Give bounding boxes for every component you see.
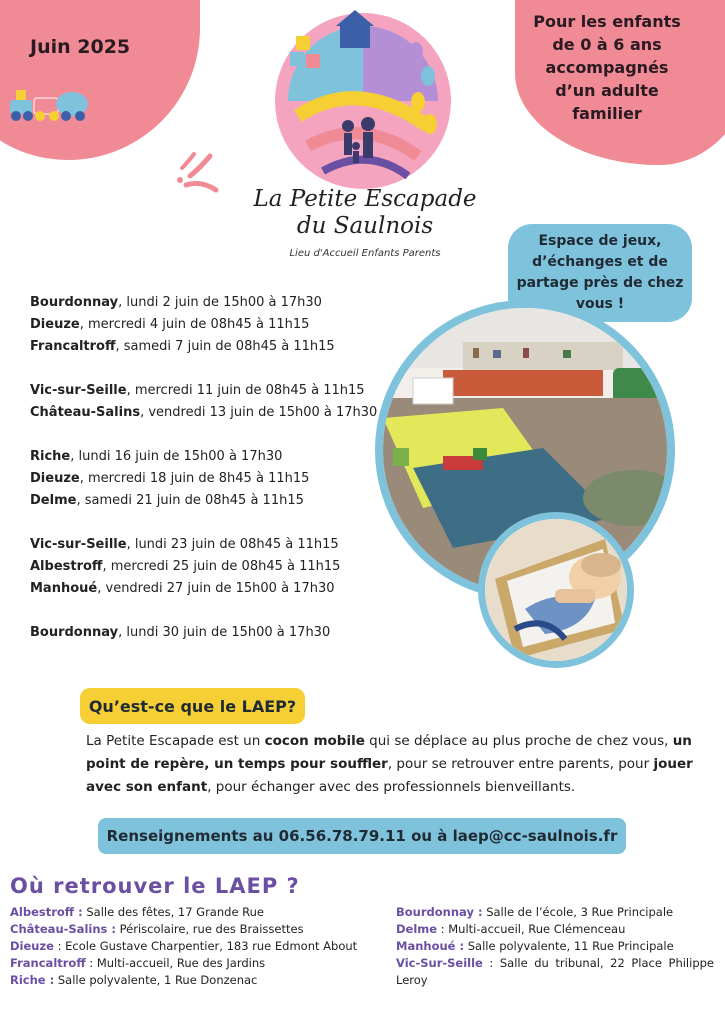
age-range-text: Pour les enfants de 0 à 6 ans accompagnés d’un adulte familier xyxy=(533,12,681,123)
pink-blob-top-left xyxy=(0,0,200,160)
schedule-item: Vic-sur-Seille, mercredi 11 juin de 08h45 à 11h15 xyxy=(30,383,365,398)
schedule-item: Bourdonnay, lundi 30 juin de 15h00 à 17h30 xyxy=(30,625,331,640)
locations-right-column xyxy=(396,904,714,989)
schedule-item: Château-Salins, vendredi 13 juin de 15h00 à 17h30 xyxy=(30,405,378,420)
child-painting-photo xyxy=(478,512,634,668)
location-item: Riche : Salle polyvalente, 1 Rue Donzenac xyxy=(10,973,258,987)
location-item: Vic-Sur-Seille : Salle du tribunal, 22 Place Philippe Leroy xyxy=(396,956,714,987)
locations-title: Où retrouver le LAEP ? xyxy=(10,874,300,898)
schedule-spacer xyxy=(30,424,380,446)
location-item: Château-Salins : Périscolaire, rue des Braissettes xyxy=(10,922,304,936)
month-label: Juin 2025 xyxy=(30,36,131,58)
location-item: Albestroff : Salle des fêtes, 17 Grande Rue xyxy=(10,905,265,919)
schedule-item: Bourdonnay, lundi 2 juin de 15h00 à 17h30 xyxy=(30,295,322,310)
schedule-spacer xyxy=(30,358,380,380)
logo-emblem xyxy=(268,6,458,196)
location-item: Francaltroff : Multi-accueil, Rue des Jardins xyxy=(10,956,266,970)
splash-decoration-icon xyxy=(176,150,226,200)
schedule-list xyxy=(30,292,380,644)
schedule-item: Albestroff, mercredi 25 juin de 08h45 à 11h15 xyxy=(30,559,341,574)
logo-subtitle: Lieu d'Accueil Enfants Parents xyxy=(289,248,441,259)
schedule-item: Dieuze, mercredi 18 juin de 8h45 à 11h15 xyxy=(30,471,310,486)
logo-title: La Petite Escapade du Saulnois xyxy=(253,186,477,239)
schedule-item: Francaltroff, samedi 7 juin de 08h45 à 11h15 xyxy=(30,339,335,354)
laep-description: La Petite Escapade est un cocon mobile qui se déplace au plus proche de chez vous, un point de repère, un temps pour souffler, pour se retrouver entre parents, pour jouer avec son enfant, pour échanger avec des professionnels bienveillants. xyxy=(86,733,693,795)
location-item: Bourdonnay : Salle de l’école, 3 Rue Principale xyxy=(396,905,674,919)
laep-question-label: Qu’est-ce que le LAEP? xyxy=(80,688,305,724)
locations-left-column xyxy=(10,904,385,989)
schedule-item: Manhoué, vendredi 27 juin de 15h00 à 17h30 xyxy=(30,581,335,596)
contact-banner: Renseignements au 06.56.78.79.11 ou à laep@cc-saulnois.fr xyxy=(98,818,626,854)
schedule-item: Vic-sur-Seille, lundi 23 juin de 08h45 à 11h15 xyxy=(30,537,339,552)
location-item: Dieuze : Ecole Gustave Charpentier, 183 rue Edmont About xyxy=(10,939,358,953)
toy-train-icon xyxy=(8,82,90,124)
schedule-item: Dieuze, mercredi 4 juin de 08h45 à 11h15 xyxy=(30,317,310,332)
schedule-item: Delme, samedi 21 juin de 08h45 à 11h15 xyxy=(30,493,304,508)
schedule-item: Riche, lundi 16 juin de 15h00 à 17h30 xyxy=(30,449,283,464)
location-item: Delme : Multi-accueil, Rue Clémenceau xyxy=(396,922,626,936)
schedule-spacer xyxy=(30,512,380,534)
schedule-spacer xyxy=(30,600,380,622)
location-item: Manhoué : Salle polyvalente, 11 Rue Principale xyxy=(396,939,674,953)
info-bubble: Espace de jeux, d’échanges et de partage près de chez vous ! xyxy=(508,224,692,322)
